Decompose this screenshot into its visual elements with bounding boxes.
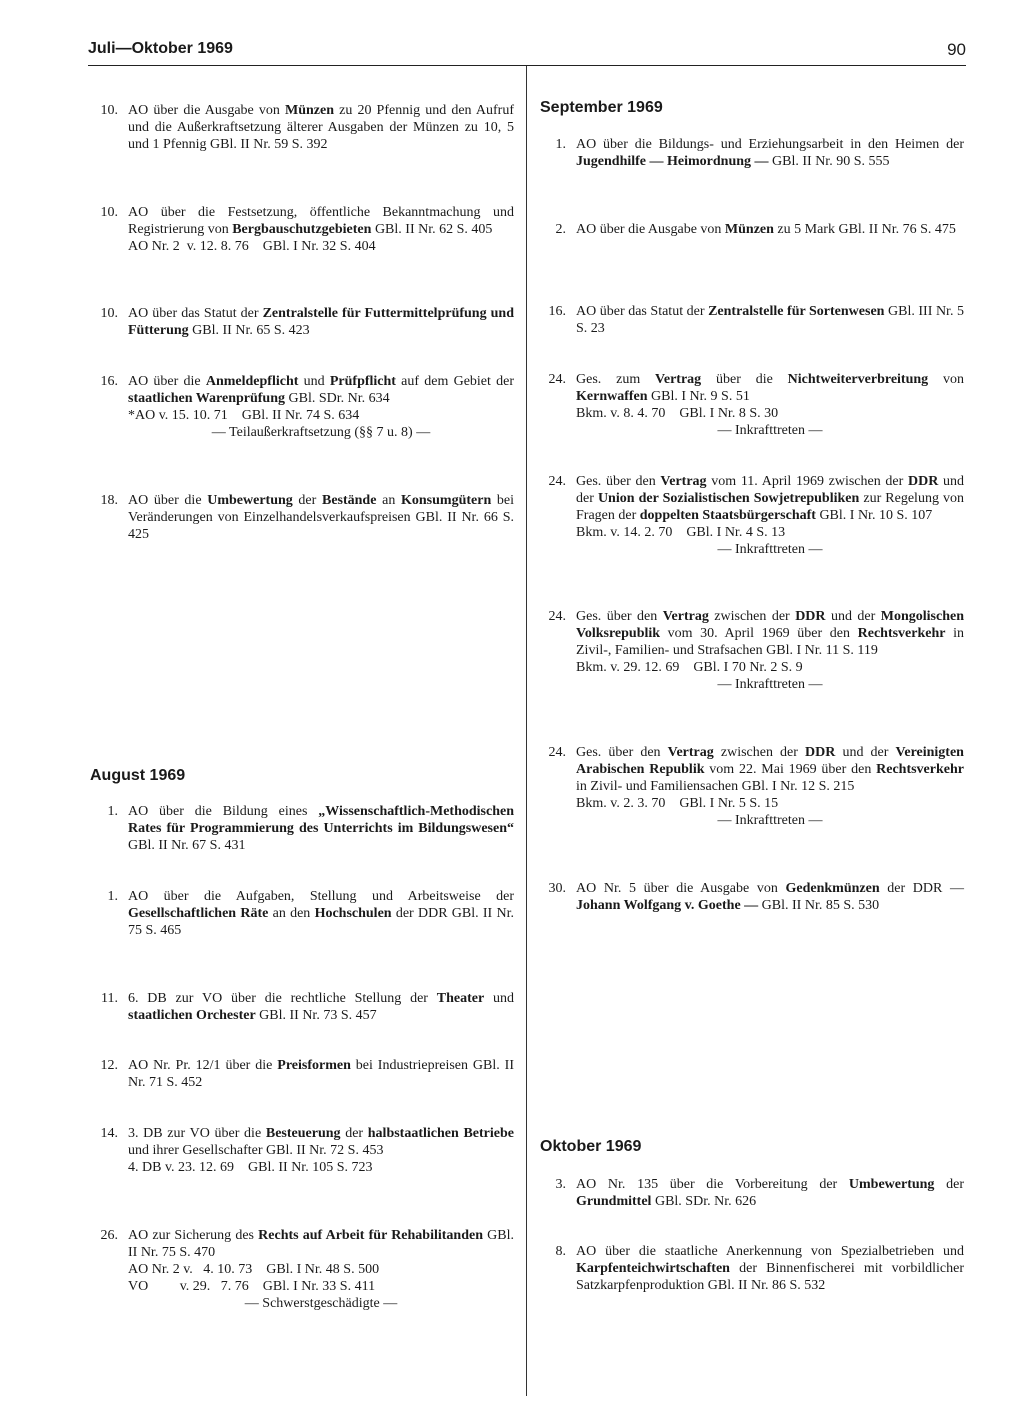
entry-text-part: AO Nr. 5 über die Ausgabe von xyxy=(576,881,786,896)
entry-text-part: GBl. II Nr. 75 S. 470 xyxy=(128,1228,514,1260)
entry xyxy=(536,608,964,693)
emphasized-term: Mongolischen Volksrepublik xyxy=(576,609,964,641)
page-header-title: Juli—Oktober 1969 xyxy=(88,40,233,57)
emphasized-term: Umbewertung xyxy=(207,493,293,508)
entry-day: 18. xyxy=(100,493,118,508)
entry-text-part: und der xyxy=(576,474,964,506)
entry-text-part: und xyxy=(484,991,514,1006)
entry-text-part: und der xyxy=(825,609,881,624)
entry-text-part: GBl. II Nr. 65 S. 423 xyxy=(188,323,310,338)
entry-text-part: Ges. über den xyxy=(576,474,661,489)
entry-amendment: 4. DB v. 23. 12. 69 GBl. II Nr. 105 S. 723 xyxy=(128,1160,373,1175)
entry-text-part: GBl. SDr. Nr. 626 xyxy=(651,1194,757,1209)
entry-text-part: zu 5 Mark GBl. II Nr. 76 S. 475 xyxy=(773,222,956,237)
entry-text xyxy=(128,803,514,854)
emphasized-term: Zentralstelle für Futtermittelprüfung und Fütterung xyxy=(128,306,514,338)
entry xyxy=(536,371,964,439)
entry-text-part: AO über das Statut der xyxy=(128,306,263,321)
entry-body xyxy=(118,803,514,854)
entry-text-part: zu 20 Pfennig und den Aufruf und die Außerkraftsetzung älterer Ausgaben der Münzen zu 10, 5 und 1 Pfennig GBl. II Nr. 59 S. 392 xyxy=(128,103,514,152)
entry-text-part: der xyxy=(934,1177,964,1192)
entry-body xyxy=(118,492,514,543)
entry-text-part: GBl. I Nr. 10 S. 107 xyxy=(815,508,933,523)
entry-day: 8. xyxy=(555,1244,566,1259)
emphasized-term: Vertrag xyxy=(662,609,709,624)
entry-day: 10. xyxy=(100,306,118,321)
entry-amendment: AO Nr. 2 v. 4. 10. 73 GBl. I Nr. 48 S. 500 xyxy=(128,1262,380,1277)
emphasized-term: Gedenkmünzen xyxy=(785,881,880,896)
entry-text xyxy=(128,1227,514,1261)
emphasized-term: Prüfpflicht xyxy=(329,374,396,389)
header-rule xyxy=(88,65,966,66)
entry-text-part: AO zur Sicherung des xyxy=(128,1228,259,1243)
entry-text-part: Ges. über den xyxy=(576,609,663,624)
entry-text-part: Ges. über den xyxy=(576,745,668,760)
entry-day: 11. xyxy=(101,991,118,1006)
entry-text-part: AO über die Bildungs- und Erziehungsarbeit in den Heimen der xyxy=(576,137,964,152)
entry-amendment: VO v. 29. 7. 76 GBl. I Nr. 33 S. 411 xyxy=(128,1279,376,1294)
entry-day: 1. xyxy=(107,889,118,904)
entry-text-part: Ges. zum xyxy=(576,372,656,387)
entry xyxy=(88,1227,514,1312)
emphasized-term: doppelten Staatsbürgerschaft xyxy=(639,508,816,523)
entry-body xyxy=(118,990,514,1024)
entry-day: 2. xyxy=(555,222,566,237)
entry-text-part: AO über die xyxy=(128,374,206,389)
emphasized-term: staatlichen Orchester xyxy=(128,1008,256,1023)
emphasized-term: Vereinigten Arabischen Republik xyxy=(576,745,964,777)
entry-day: 16. xyxy=(548,304,566,319)
entry-text-part: AO über die Festsetzung, öffentliche Bekanntmachung und Registrierung von xyxy=(128,205,514,237)
entry-day: 26. xyxy=(100,1228,118,1243)
emphasized-term: Rechtsverkehr xyxy=(876,762,964,777)
entry-note: — Teilaußerkraftsetzung (§§ 7 u. 8) — xyxy=(211,425,431,440)
entry-text-part: von xyxy=(928,372,964,387)
entry-text-part: AO über die Ausgabe von xyxy=(128,103,285,118)
entry-body xyxy=(566,473,964,558)
entry xyxy=(536,303,964,337)
emphasized-term: Bergbauschutzgebieten xyxy=(232,222,372,237)
entry-text-part: GBl. II Nr. 90 S. 555 xyxy=(768,154,890,169)
entry xyxy=(536,221,964,238)
emphasized-term: staatlichen Warenprüfung xyxy=(128,391,286,406)
entry-text xyxy=(128,204,514,238)
entry-body xyxy=(566,880,964,914)
entry-text-part: zwischen der xyxy=(713,745,806,760)
entry-text xyxy=(576,1176,964,1210)
entry-note: — Inkrafttreten — xyxy=(717,677,823,692)
entry-text-part: über die xyxy=(701,372,788,387)
entry-text xyxy=(576,303,964,337)
entry-body xyxy=(118,1057,514,1091)
entry xyxy=(536,1243,964,1294)
entry-day: 10. xyxy=(100,103,118,118)
entry xyxy=(88,305,514,339)
entry-text-part: AO über die xyxy=(128,493,208,508)
entry-text xyxy=(576,744,964,795)
page-header xyxy=(88,40,966,64)
section-heading-september: September 1969 xyxy=(540,99,663,116)
entry-text-part: bei Veränderungen von Einzelhandelsverkaufspreisen GBl. II Nr. 66 S. 425 xyxy=(128,493,515,542)
entry-text-part: vom 30. April 1969 über den xyxy=(660,626,858,641)
entry-body xyxy=(566,608,964,693)
entry-day: 24. xyxy=(548,372,566,387)
entry-text-part: GBl. II Nr. 62 S. 405 xyxy=(371,222,493,237)
entry-body xyxy=(566,744,964,829)
emphasized-term: Gesellschaftlichen Räte xyxy=(128,906,269,921)
emphasized-term: Besteuerung xyxy=(265,1126,341,1141)
entry-text-part: vom 22. Mai 1969 über den xyxy=(704,762,877,777)
entry-text-part: an den xyxy=(268,906,315,921)
entry-text-part: GBl. SDr. Nr. 634 xyxy=(285,391,390,406)
entry-text-part: GBl. II Nr. 85 S. 530 xyxy=(758,898,880,913)
entry-day: 24. xyxy=(548,745,566,760)
entry-body xyxy=(566,1243,964,1294)
column-divider xyxy=(526,66,527,1396)
entry-body xyxy=(118,373,514,441)
emphasized-term: DDR xyxy=(795,609,826,624)
entry-body xyxy=(118,204,514,255)
entry xyxy=(88,373,514,441)
emphasized-term: Vertrag xyxy=(660,474,707,489)
entry xyxy=(536,744,964,829)
entry-body xyxy=(118,305,514,339)
emphasized-term: „Wissenschaftlich-Methodischen Rates für Programmierung des Unterrichts im Bildungswesen“ xyxy=(128,804,514,836)
entry-text-part: der DDR GBl. II Nr. 75 S. 465 xyxy=(128,906,514,938)
emphasized-term: Anmeldepflicht xyxy=(205,374,299,389)
entry xyxy=(88,1125,514,1176)
entry xyxy=(88,102,514,153)
page-number: 90 xyxy=(947,40,966,59)
entry-text-part: der xyxy=(340,1126,368,1141)
entry-text-part: AO über die Aufgaben, Stellung und Arbeitsweise der xyxy=(128,889,514,904)
entry-text xyxy=(128,1125,514,1159)
entry-day: 10. xyxy=(100,205,118,220)
emphasized-term: Vertrag xyxy=(655,372,702,387)
entry-text-part: der DDR — xyxy=(879,881,964,896)
entry-body xyxy=(566,136,964,170)
entry-text-part: AO Nr. 135 über die Vorbereitung der xyxy=(576,1177,849,1192)
emphasized-term: Umbewertung xyxy=(848,1177,935,1192)
entry-text-part: AO über das Statut der xyxy=(576,304,709,319)
entry-text xyxy=(128,492,514,543)
entry-text-part: vom 11. April 1969 zwischen der xyxy=(706,474,908,489)
entry-text-part: AO über die Bildung eines xyxy=(128,804,319,819)
entry-text-part: der Binnenfischerei mit vorbildlicher Satzkarpfenproduktion GBl. II Nr. 86 S. 532 xyxy=(576,1261,964,1293)
entry-text-part: AO Nr. Pr. 12/1 über die xyxy=(128,1058,278,1073)
entry-amendment: *AO v. 15. 10. 71 GBl. II Nr. 74 S. 634 xyxy=(128,408,360,423)
entry-day: 16. xyxy=(100,374,118,389)
emphasized-term: DDR xyxy=(805,745,836,760)
emphasized-term: Vertrag xyxy=(667,745,714,760)
entry-text-part: GBl. II Nr. 73 S. 457 xyxy=(255,1008,377,1023)
entry-body xyxy=(118,1227,514,1312)
entry-text-part: 6. DB zur VO über die rechtliche Stellung der xyxy=(128,991,437,1006)
entry-body xyxy=(118,888,514,939)
entry xyxy=(88,888,514,939)
emphasized-term: Grundmittel xyxy=(576,1194,652,1209)
entry-text-part: AO über die Ausgabe von xyxy=(576,222,725,237)
emphasized-term: Münzen xyxy=(285,103,334,118)
emphasized-term: Bestände xyxy=(321,493,377,508)
emphasized-term: Konsumgütern xyxy=(401,493,492,508)
entry xyxy=(88,803,514,854)
emphasized-term: Union der Sozialistischen Sowjetrepubliken xyxy=(597,491,860,506)
entry-text xyxy=(128,888,514,939)
entry-text-part: auf dem Gebiet der xyxy=(395,374,515,389)
entry-body xyxy=(118,1125,514,1176)
entry-text xyxy=(128,305,514,339)
entry xyxy=(88,204,514,255)
entry xyxy=(88,990,514,1024)
entry-text xyxy=(576,880,964,914)
entry-amendment: Bkm. v. 2. 3. 70 GBl. I Nr. 5 S. 15 xyxy=(576,796,779,811)
emphasized-term: Kernwaffen xyxy=(576,389,648,404)
entry-text xyxy=(576,608,964,659)
entry-text xyxy=(128,373,514,407)
entry-text-part: zur Regelung von Fragen der xyxy=(576,491,964,523)
emphasized-term: Hochschulen xyxy=(314,906,392,921)
entry-text-part: in Zivil-, Familien- und Strafsachen GBl. I Nr. 11 S. 119 xyxy=(576,626,965,658)
entry-text-part: 3. DB zur VO über die xyxy=(128,1126,266,1141)
entry-text-part: und der xyxy=(835,745,896,760)
entry-text xyxy=(576,371,964,405)
entry-body xyxy=(566,371,964,439)
entry-body xyxy=(566,1176,964,1210)
entry-text-part: der xyxy=(292,493,322,508)
entry-text-part: AO über die staatliche Anerkennung von Spezialbetrieben und xyxy=(576,1244,964,1259)
entry-body xyxy=(566,303,964,337)
entry-day: 24. xyxy=(548,474,566,489)
entry-day: 3. xyxy=(555,1177,566,1192)
entry-amendment: AO Nr. 2 v. 12. 8. 76 GBl. I Nr. 32 S. 404 xyxy=(128,239,376,254)
entry-day: 24. xyxy=(548,609,566,624)
emphasized-term: Johann Wolfgang v. Goethe — xyxy=(576,898,759,913)
entry-text-part: GBl. II Nr. 67 S. 431 xyxy=(128,838,246,853)
entry-text-part: zwischen der xyxy=(708,609,796,624)
emphasized-term: Jugendhilfe — Heimordnung — xyxy=(576,154,769,169)
entry-text xyxy=(576,136,964,170)
entry-day: 1. xyxy=(555,137,566,152)
entry-text xyxy=(576,1243,964,1294)
entry-text xyxy=(128,990,514,1024)
emphasized-term: halbstaatlichen Betriebe xyxy=(367,1126,514,1141)
emphasized-term: Rechts auf Arbeit für Rehabilitanden xyxy=(258,1228,483,1243)
entry-text-part: an xyxy=(376,493,401,508)
section-heading-august: August 1969 xyxy=(90,767,186,784)
entry xyxy=(88,492,514,543)
entry-text-part: bei Industriepreisen GBl. II Nr. 71 S. 452 xyxy=(128,1058,514,1090)
entry-text-part: GBl. I Nr. 9 S. 51 xyxy=(647,389,750,404)
emphasized-term: Münzen xyxy=(724,222,774,237)
entry xyxy=(88,1057,514,1091)
entry-day: 14. xyxy=(100,1126,118,1141)
entry-day: 1. xyxy=(107,804,118,819)
entry-note: — Schwerstgeschädigte — xyxy=(244,1296,398,1311)
emphasized-term: Zentralstelle für Sortenwesen xyxy=(708,304,885,319)
entry-text-part: GBl. III Nr. 5 S. 23 xyxy=(576,304,964,336)
entry-note: — Inkrafttreten — xyxy=(717,423,823,438)
entry-amendment: Bkm. v. 29. 12. 69 GBl. I 70 Nr. 2 S. 9 xyxy=(576,660,803,675)
entry xyxy=(536,136,964,170)
entry-amendment: Bkm. v. 14. 2. 70 GBl. I Nr. 4 S. 13 xyxy=(576,525,786,540)
emphasized-term: Nichtweiterverbreitung xyxy=(787,372,929,387)
entry-text-part: und xyxy=(298,374,330,389)
entry-day: 30. xyxy=(548,881,566,896)
section-heading-oktober: Oktober 1969 xyxy=(540,1138,642,1155)
entry-note: — Inkrafttreten — xyxy=(717,813,823,828)
emphasized-term: Theater xyxy=(436,991,485,1006)
entry-text-part: und ihrer Gesellschafter GBl. II Nr. 72 S. 453 xyxy=(128,1143,384,1158)
entry-text xyxy=(128,102,514,153)
entry-text xyxy=(128,1057,514,1091)
entry-body xyxy=(118,102,514,153)
emphasized-term: Preisformen xyxy=(277,1058,351,1073)
entry-day: 12. xyxy=(100,1058,118,1073)
emphasized-term: DDR xyxy=(907,474,939,489)
entry-body xyxy=(566,221,964,238)
emphasized-term: Karpfenteichwirtschaften xyxy=(576,1261,730,1276)
entry-text xyxy=(576,221,964,238)
entry-note: — Inkrafttreten — xyxy=(717,542,823,557)
entry xyxy=(536,1176,964,1210)
entry-text-part: in Zivil- und Familiensachen GBl. I Nr. 12 S. 215 xyxy=(576,779,855,794)
entry xyxy=(536,880,964,914)
entry-amendment: Bkm. v. 8. 4. 70 GBl. I Nr. 8 S. 30 xyxy=(576,406,779,421)
entry xyxy=(536,473,964,558)
emphasized-term: Rechtsverkehr xyxy=(857,626,946,641)
entry-text xyxy=(576,473,964,524)
